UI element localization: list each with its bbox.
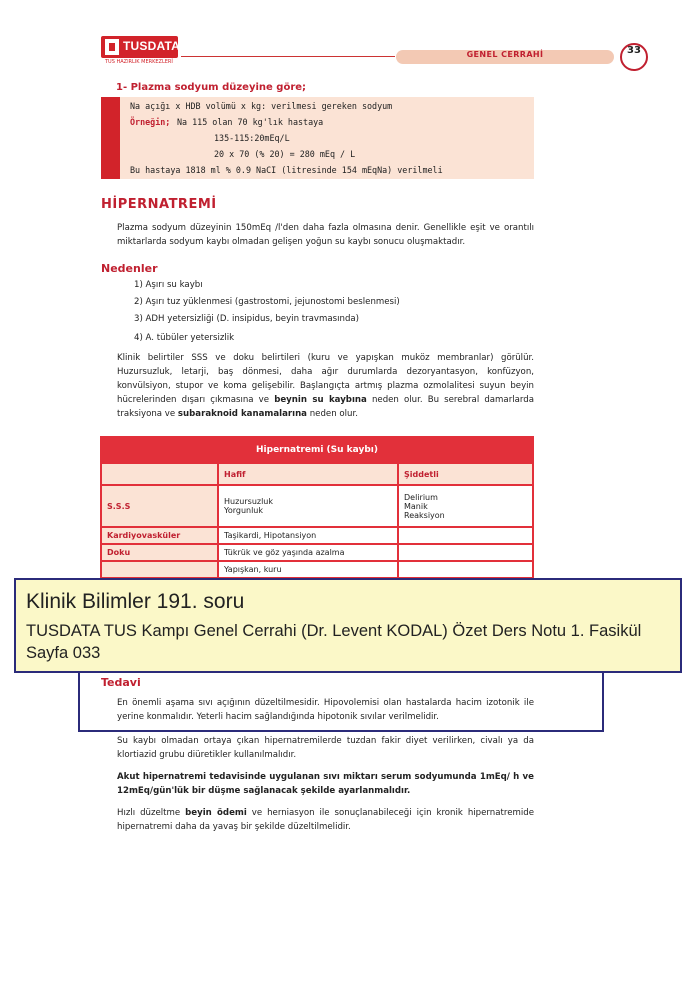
cell-mild: Taşikardi, Hipotansiyon — [218, 527, 398, 544]
hipernatremi-table — [100, 436, 534, 579]
question-tooltip — [14, 578, 682, 673]
treatment-p1: En önemli aşama sıvı açığının düzeltilmesidir. Hipovolemisi olan hastalarda hacim izotonik ile yerine konmalıdır. Yeterli hacim sağlandığında hipotonik sıvılar verilmelidir. — [117, 698, 534, 722]
logo-text: TUSDATA — [123, 39, 180, 53]
cause-item: 2) Aşırı tuz yüklenmesi (gastrostomi, jejunostomi beslenmesi) — [134, 297, 400, 307]
treatment-heading: Tedavi — [101, 676, 141, 689]
table-caption: Hipernatremi (Su kaybı) — [101, 437, 533, 463]
cause-item: 1) Aşırı su kaybı — [134, 280, 203, 290]
table-row — [101, 544, 533, 561]
row-label: Doku — [101, 544, 218, 561]
table-header-empty — [101, 463, 218, 485]
logo-badge — [101, 36, 178, 58]
causes-heading: Nedenler — [101, 262, 158, 275]
formula-line-5: Bu hastaya 1818 ml % 0.9 NaCI (litresinde 154 mEqNa) verilmeli — [130, 165, 443, 175]
row-label — [101, 561, 218, 578]
section-title: GENEL CERRAHİ — [466, 50, 544, 59]
formula-line-2: Na 115 olan 70 kg'lık hastaya — [177, 117, 324, 127]
table-header-severe: Şiddetli — [398, 463, 533, 485]
table-row — [101, 561, 533, 578]
treatment-p3: Akut hipernatremi tedavisinde uygulanan sıvı miktarı serum sodyumunda 1mEq/ h ve 12mEq/gün'lük bir düşme sağlanacak şekilde ayarlanmalıdır. — [117, 772, 534, 796]
hipernatremi-title: HİPERNATREMİ — [101, 197, 217, 212]
logo-mark-icon — [105, 39, 119, 55]
subarachnoid-bleeding: subaraknoid kanamalarına — [177, 409, 307, 419]
formula-box-accent — [101, 97, 120, 179]
cell-mild: Yapışkan, kuru — [218, 561, 398, 578]
hipernatremi-intro: Plazma sodyum düzeyinin 150mEq /l'den daha fazla olmasına denir. Genellikle eşit ve orantılı miktarlarda sodyum kaybı olmadan gelişen yoğun su kaybı sonucu oluşmaktadır. — [117, 223, 534, 247]
tooltip-subtitle: TUSDATA TUS Kampı Genel Cerrahi (Dr. Levent KODAL) Özet Ders Notu 1. Fasikül Sayfa 033 — [26, 622, 642, 662]
clinical-paragraph: Klinik belirtiler SSS ve doku belirtileri (kuru ve yapışkan muköz membranlar) görülür. Huzursuzluk, letarji, baş dönmesi, daha ağır durumlarda dezoryantasyon, konfüzyon, konvülsiyon, stupor ve koma gelişebilir. Başlangıçta artmış plazma ozmolalitesi suyun beyin hücrelerinden dışarı çıkmasına ve beynin su kaybına neden olur. Bu serebral damarlarda traksiyona ve subaraknoid kanamalarına neden olur. — [117, 353, 534, 419]
tooltip-title: Klinik Bilimler 191. soru — [26, 590, 245, 613]
formula-heading: 1- Plazma sodyum düzeyine göre; — [116, 82, 307, 93]
cell-mild: Tükrük ve göz yaşında azalma — [218, 544, 398, 561]
treatment-p4: Hızlı düzeltme beyin ödemi ve herniasyon ile sonuçlanabileceği için kronik hipernatremide hipernatremi daha da yavaş bir şekilde düzeltilmelidir. — [117, 808, 534, 832]
table-row — [101, 485, 533, 527]
cause-item: 4) A. tübüler yetersizlik — [134, 333, 235, 343]
logo-subtitle: TUS HAZIRLIK MERKEZLERİ — [105, 59, 173, 65]
cell-severe — [398, 561, 533, 578]
tusdata-logo — [101, 36, 178, 66]
highlight-frame-left — [78, 672, 80, 732]
row-label: S.S.S — [101, 485, 218, 527]
table-row — [101, 527, 533, 544]
brain-edema: beyin ödemi — [185, 808, 247, 818]
header-rule — [181, 56, 395, 57]
formula-line-4: 20 x 70 (% 20) = 280 mEq / L — [214, 149, 356, 159]
brain-water-loss: beynin su kaybına — [274, 395, 367, 405]
cell-mild: Huzursuzluk Yorgunluk — [218, 485, 398, 527]
treatment-p2: Su kaybı olmadan ortaya çıkan hipernatremilerde tuzdan fakir diyet verilirken, civalı ya da klortiazid grubu diüretikler kullanılmalıdır. — [117, 736, 534, 760]
highlight-frame-right — [602, 672, 604, 732]
table-header-mild: Hafif — [218, 463, 398, 485]
page-number: 33 — [620, 43, 648, 71]
highlight-frame-bottom — [78, 730, 604, 732]
cell-severe: Delirium Manik Reaksiyon — [398, 485, 533, 527]
cause-item: 3) ADH yetersizliği (D. insipidus, beyin travmasında) — [134, 314, 360, 324]
cell-severe — [398, 544, 533, 561]
example-label: Örneğin; — [130, 117, 171, 127]
formula-line-1: Na açığı x HDB volümü x kg: verilmesi gereken sodyum — [130, 101, 393, 111]
row-label: Kardiyovasküler — [101, 527, 218, 544]
cell-severe — [398, 527, 533, 544]
formula-line-3: 135-115:20mEq/L — [214, 133, 290, 143]
